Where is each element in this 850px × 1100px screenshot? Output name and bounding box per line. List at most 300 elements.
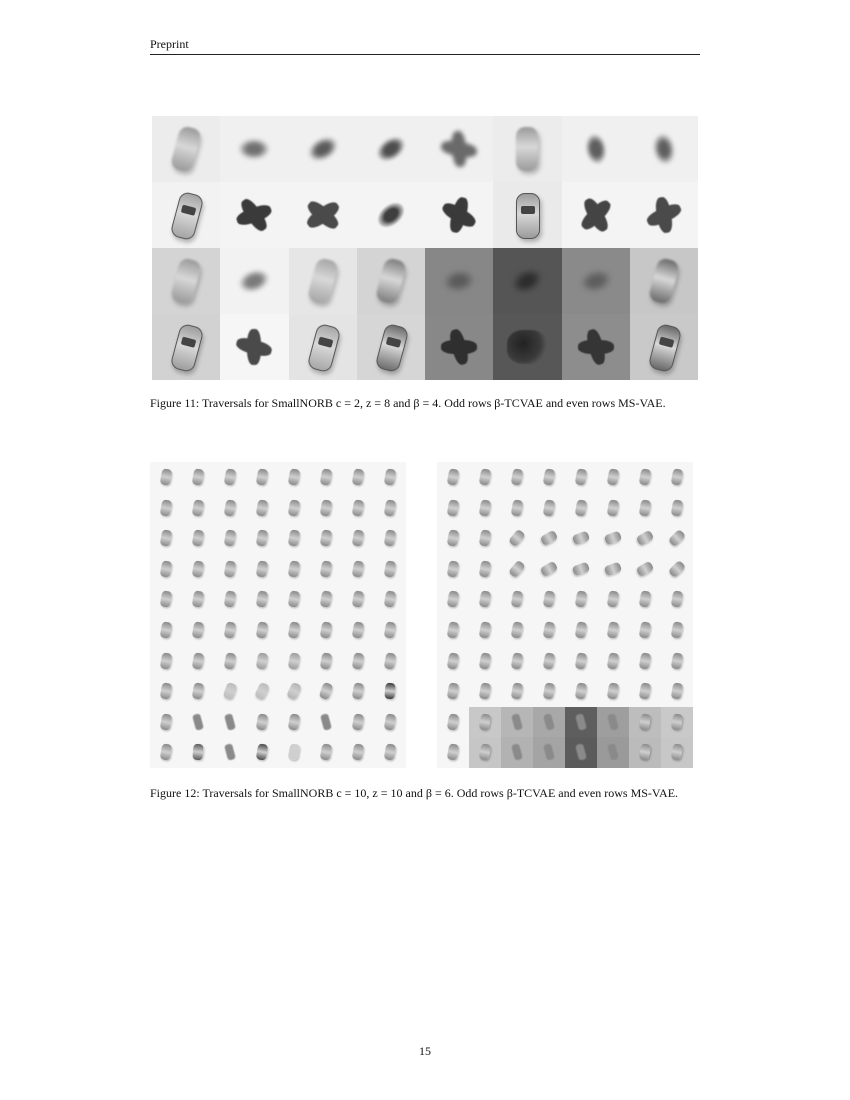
fig12-left-object xyxy=(320,621,333,638)
fig12-right-object xyxy=(511,591,524,608)
fig12-right-traversal-cell xyxy=(469,707,501,738)
fig12-left-traversal-cell xyxy=(374,646,406,677)
fig12-left-object xyxy=(288,621,301,638)
fig11-object xyxy=(579,267,613,294)
fig12-left-object xyxy=(384,713,397,730)
fig11-traversal-cell xyxy=(630,116,698,182)
figure-12-caption: Figure 12: Traversals for SmallNORB c = 10, z = 10 and β = 6. Odd rows β-TCVAE and even rows MS-VAE. xyxy=(150,786,679,800)
fig12-right-traversal-cell xyxy=(565,615,597,646)
fig12-right-traversal-cell xyxy=(597,584,629,615)
fig12-left-object xyxy=(192,499,205,516)
fig11-traversal-cell xyxy=(289,116,357,182)
fig12-left-traversal-cell xyxy=(342,462,374,493)
fig12-left-object xyxy=(288,468,301,485)
fig12-left-traversal-cell xyxy=(342,554,374,585)
fig11-traversal-cell xyxy=(562,314,630,380)
fig12-left-traversal-cell xyxy=(246,493,278,524)
fig11-object xyxy=(305,133,341,165)
fig12-right-object xyxy=(639,499,652,516)
fig12-right-traversal-cell xyxy=(629,462,661,493)
fig12-right-traversal-cell xyxy=(533,676,565,707)
fig12-left-object xyxy=(192,652,205,669)
fig12-left-object xyxy=(192,621,205,638)
fig12-right-object xyxy=(543,713,555,731)
fig12-left-traversal-cell xyxy=(342,676,374,707)
fig11-traversal-cell xyxy=(493,248,561,314)
fig12-right-traversal-cell xyxy=(533,646,565,677)
fig12-right-traversal-cell xyxy=(629,523,661,554)
fig12-right-object xyxy=(508,559,526,578)
fig11-traversal-cell xyxy=(425,248,493,314)
fig12-right-object xyxy=(671,744,684,761)
fig12-left-traversal-cell xyxy=(374,462,406,493)
fig12-right-object xyxy=(540,560,559,577)
fig12-left-traversal-cell xyxy=(150,523,182,554)
fig12-right-object xyxy=(543,468,556,485)
fig12-left-traversal-cell xyxy=(182,493,214,524)
fig12-right-traversal-cell xyxy=(629,646,661,677)
fig12-right-object xyxy=(479,529,492,546)
fig12-right-object xyxy=(447,499,460,516)
fig12-right-object xyxy=(607,621,620,638)
fig12-right-traversal-cell xyxy=(661,462,693,493)
fig12-right-object xyxy=(508,529,526,548)
fig12-left-traversal-cell xyxy=(278,737,310,768)
fig12-right-traversal-cell xyxy=(501,737,533,768)
fig12-right-object xyxy=(543,682,556,699)
fig12-left-traversal-cell xyxy=(278,707,310,738)
fig12-right-traversal-cell xyxy=(661,615,693,646)
fig12-right-object xyxy=(447,744,460,761)
running-header: Preprint xyxy=(150,36,700,55)
fig12-left-traversal-cell xyxy=(246,554,278,585)
fig12-left-object xyxy=(288,713,301,730)
fig12-left-object xyxy=(160,652,173,669)
fig12-left-traversal-cell xyxy=(278,462,310,493)
fig12-right-object xyxy=(572,531,590,546)
fig12-right-object xyxy=(543,652,556,669)
fig11-object xyxy=(581,196,611,234)
fig12-right-object xyxy=(671,652,684,669)
fig12-left-traversal-cell xyxy=(310,737,342,768)
fig12-left-object xyxy=(192,744,203,761)
fig12-right-object xyxy=(671,591,684,608)
fig12-left-object xyxy=(384,560,397,577)
fig12-left-object xyxy=(288,652,301,669)
fig12-right-object xyxy=(447,529,460,546)
fig12-left-object xyxy=(320,744,333,761)
fig12-right-traversal-cell xyxy=(629,493,661,524)
fig12-left-object xyxy=(224,591,237,608)
fig12-right-traversal-cell xyxy=(565,737,597,768)
fig12-left-traversal-cell xyxy=(342,615,374,646)
fig12-right-traversal-cell xyxy=(629,676,661,707)
fig12-left-traversal-cell xyxy=(374,554,406,585)
fig11-object xyxy=(170,323,205,374)
fig12-left-object xyxy=(224,560,237,577)
fig12-right-traversal-cell xyxy=(629,707,661,738)
fig12-right-traversal-cell xyxy=(501,615,533,646)
fig12-right-traversal-cell xyxy=(565,554,597,585)
fig12-left-traversal-cell xyxy=(310,676,342,707)
fig12-left-traversal-cell xyxy=(342,646,374,677)
fig12-left-object xyxy=(256,621,269,638)
fig11-traversal-cell xyxy=(357,116,425,182)
fig12-left-traversal-cell xyxy=(182,676,214,707)
fig11-object xyxy=(170,125,203,173)
fig12-left-traversal-cell xyxy=(246,615,278,646)
fig12-left-traversal-cell xyxy=(150,462,182,493)
fig11-object xyxy=(304,199,342,231)
fig12-right-object xyxy=(575,499,588,516)
fig12-left-object xyxy=(320,560,333,577)
fig12-left-object xyxy=(288,744,301,761)
fig12-right-object xyxy=(479,744,492,761)
fig11-traversal-cell xyxy=(220,182,288,248)
fig12-right-traversal-cell xyxy=(565,707,597,738)
fig12-right-object xyxy=(639,621,652,638)
fig12-right-object xyxy=(639,713,652,730)
fig12-left-traversal-cell xyxy=(150,646,182,677)
fig12-right-traversal-cell xyxy=(501,676,533,707)
fig12-right-object xyxy=(639,468,652,485)
fig12-right-object xyxy=(447,591,460,608)
fig11-traversal-cell xyxy=(493,116,561,182)
fig12-right-traversal-cell xyxy=(565,584,597,615)
fig12-left-traversal-cell xyxy=(246,737,278,768)
fig12-left-object xyxy=(224,713,236,731)
fig12-left-object xyxy=(384,591,397,608)
fig12-left-object xyxy=(160,713,173,730)
fig12-right-object xyxy=(543,621,556,638)
fig12-left-object xyxy=(384,529,397,546)
fig12-right-object xyxy=(671,468,684,485)
fig12-left-traversal-cell xyxy=(310,554,342,585)
fig11-object xyxy=(374,323,409,374)
fig12-left-traversal-cell xyxy=(150,707,182,738)
fig12-left-object xyxy=(223,682,238,700)
fig12-left-traversal-cell xyxy=(182,462,214,493)
fig11-object xyxy=(443,269,476,294)
fig12-right-traversal-cell xyxy=(501,584,533,615)
fig12-right-traversal-cell xyxy=(469,676,501,707)
fig12-left-object xyxy=(384,744,397,761)
fig11-traversal-cell xyxy=(425,314,493,380)
fig12-right-object xyxy=(575,713,587,731)
fig12-left-object xyxy=(320,499,333,516)
fig12-left-object xyxy=(192,682,205,699)
fig12-left-object xyxy=(352,499,365,516)
fig12-right-object xyxy=(543,591,556,608)
fig12-left-object xyxy=(254,682,270,701)
fig12-left-object xyxy=(320,591,333,608)
fig12-right-object xyxy=(447,560,460,577)
fig12-left-object xyxy=(256,499,269,516)
fig12-left-object xyxy=(160,682,173,699)
figure-11-caption: Figure 11: Traversals for SmallNORB c = 2, z = 8 and β = 4. Odd rows β-TCVAE and even rows MS-VAE. xyxy=(150,396,666,410)
fig12-right-traversal-cell xyxy=(533,707,565,738)
fig12-left-object xyxy=(224,652,237,669)
fig12-right-object xyxy=(479,621,492,638)
fig12-left-traversal-cell xyxy=(342,707,374,738)
fig11-traversal-cell xyxy=(152,182,220,248)
fig12-left-object xyxy=(352,713,365,730)
fig12-right-object xyxy=(671,713,684,730)
fig12-left-object xyxy=(224,621,237,638)
fig12-left-traversal-cell xyxy=(150,737,182,768)
fig12-right-traversal-cell xyxy=(501,554,533,585)
fig12-right-traversal-cell xyxy=(533,554,565,585)
fig12-right-object xyxy=(671,621,684,638)
fig11-traversal-cell xyxy=(357,248,425,314)
fig11-object xyxy=(441,340,477,354)
fig12-right-traversal-cell xyxy=(469,554,501,585)
fig12-left-traversal-cell xyxy=(310,584,342,615)
fig12-left-traversal-cell xyxy=(182,707,214,738)
fig12-right-traversal-cell xyxy=(437,676,469,707)
fig12-right-traversal-cell xyxy=(469,646,501,677)
fig12-right-traversal-cell xyxy=(533,493,565,524)
fig12-left-traversal-cell xyxy=(374,676,406,707)
fig11-object xyxy=(237,266,272,295)
fig11-object xyxy=(239,139,269,159)
fig12-right-object xyxy=(668,560,686,578)
fig12-left-object xyxy=(352,560,365,577)
fig12-right-traversal-cell xyxy=(597,646,629,677)
fig12-right-object xyxy=(479,499,492,516)
fig12-left-object xyxy=(352,652,365,669)
fig12-right-object xyxy=(540,530,559,547)
fig12-left-object xyxy=(384,652,397,669)
fig12-right-traversal-cell xyxy=(661,493,693,524)
fig12-right-object xyxy=(575,682,588,699)
fig11-traversal-cell xyxy=(425,182,493,248)
fig12-left-object xyxy=(192,529,205,546)
fig11-object xyxy=(373,132,409,166)
fig12-right-traversal-cell xyxy=(661,554,693,585)
fig12-left-object xyxy=(352,591,365,608)
fig11-traversal-cell xyxy=(493,182,561,248)
fig12-right-traversal-cell xyxy=(501,462,533,493)
fig11-object xyxy=(170,257,203,305)
fig12-right-object xyxy=(607,652,620,669)
fig12-right-traversal-cell xyxy=(661,523,693,554)
fig11-object xyxy=(235,336,273,359)
fig12-right-object xyxy=(479,591,492,608)
fig12-left-object xyxy=(160,468,173,485)
fig12-right-traversal-cell xyxy=(437,615,469,646)
fig12-right-object xyxy=(511,713,523,731)
fig12-left-object xyxy=(352,682,365,699)
fig12-right-traversal-cell xyxy=(597,523,629,554)
fig12-right-traversal-cell xyxy=(661,737,693,768)
fig12-right-object xyxy=(607,682,620,699)
fig12-right-object xyxy=(636,530,655,547)
fig12-right-object xyxy=(479,652,492,669)
fig12-right-object xyxy=(447,468,460,485)
fig12-right-object xyxy=(668,529,686,547)
fig12-right-traversal-cell xyxy=(629,737,661,768)
fig11-traversal-cell xyxy=(630,314,698,380)
fig11-object xyxy=(510,266,546,297)
fig12-right-object xyxy=(575,591,588,608)
fig12-right-traversal-cell xyxy=(437,493,469,524)
fig12-right-object xyxy=(575,621,588,638)
fig12-right-traversal-cell xyxy=(661,646,693,677)
fig12-left-object xyxy=(256,529,269,546)
fig11-traversal-cell xyxy=(220,248,288,314)
fig12-left-traversal-cell xyxy=(342,584,374,615)
fig12-right-object xyxy=(671,499,684,516)
fig12-right-object xyxy=(543,744,555,762)
fig12-left-object xyxy=(256,652,269,669)
fig12-right-object xyxy=(639,652,652,669)
fig12-right-object xyxy=(511,468,524,485)
fig12-right-traversal-cell xyxy=(565,523,597,554)
fig12-left-object xyxy=(224,499,237,516)
fig12-left-object xyxy=(192,560,205,577)
fig12-right-object xyxy=(671,682,684,699)
fig12-left-object xyxy=(256,713,269,730)
fig11-object xyxy=(235,202,274,227)
fig11-traversal-cell xyxy=(152,116,220,182)
fig12-left-object xyxy=(160,621,173,638)
fig12-right-object xyxy=(479,468,492,485)
fig12-left-object xyxy=(384,468,397,485)
fig12-left-traversal-cell xyxy=(374,584,406,615)
fig11-object xyxy=(507,330,547,364)
fig11-object xyxy=(440,139,478,159)
fig12-left-object xyxy=(160,499,173,516)
fig12-left-object xyxy=(352,468,365,485)
fig12-right-traversal-cell xyxy=(437,646,469,677)
fig12-left-object xyxy=(320,652,333,669)
fig12-right-object xyxy=(636,560,655,577)
fig12-left-object xyxy=(288,560,301,577)
fig12-right-object xyxy=(575,744,587,762)
fig12-left-traversal-cell xyxy=(182,646,214,677)
fig12-left-object xyxy=(256,744,269,761)
fig11-traversal-cell xyxy=(289,248,357,314)
fig12-right-traversal-cell xyxy=(533,584,565,615)
fig11-object xyxy=(373,198,409,233)
fig12-right-traversal-cell xyxy=(597,493,629,524)
fig12-left-object xyxy=(352,744,365,761)
fig12-left-traversal-cell xyxy=(278,615,310,646)
fig12-right-traversal-cell xyxy=(501,493,533,524)
fig12-right-traversal-cell xyxy=(565,646,597,677)
fig12-left-object xyxy=(320,713,332,731)
fig12-left-object xyxy=(286,682,302,701)
fig12-right-traversal-cell xyxy=(597,737,629,768)
fig11-traversal-cell xyxy=(289,314,357,380)
fig12-left-traversal-cell xyxy=(214,554,246,585)
fig12-left-object xyxy=(352,621,365,638)
fig11-object xyxy=(440,200,478,230)
fig11-traversal-cell xyxy=(630,182,698,248)
fig12-left-object xyxy=(192,713,204,731)
fig12-left-traversal-cell xyxy=(150,554,182,585)
fig12-left-traversal-cell xyxy=(246,462,278,493)
fig12-left-traversal-cell xyxy=(214,523,246,554)
fig12-left-object xyxy=(256,560,269,577)
fig12-left-object xyxy=(192,591,205,608)
fig11-object xyxy=(647,323,682,374)
fig12-right-traversal-cell xyxy=(661,676,693,707)
fig12-left-traversal-cell xyxy=(214,462,246,493)
fig12-right-object xyxy=(575,652,588,669)
fig12-right-object xyxy=(607,591,620,608)
fig12-left-object xyxy=(160,744,173,761)
fig12-left-traversal-cell xyxy=(182,554,214,585)
fig12-right-traversal-cell xyxy=(565,462,597,493)
fig12-right-object xyxy=(607,744,619,762)
fig12-right-traversal-cell xyxy=(597,707,629,738)
fig12-right-traversal-cell xyxy=(597,462,629,493)
fig12-right-traversal-cell xyxy=(437,737,469,768)
fig11-traversal-cell xyxy=(425,116,493,182)
fig12-right-traversal-cell xyxy=(533,523,565,554)
fig12-left-traversal-cell xyxy=(310,462,342,493)
fig12-right-traversal-cell xyxy=(629,584,661,615)
fig12-right-traversal-cell xyxy=(533,462,565,493)
fig12-right-object xyxy=(511,621,524,638)
fig12-right-traversal-cell xyxy=(469,584,501,615)
fig12-left-traversal-cell xyxy=(246,707,278,738)
fig12-left-traversal-cell xyxy=(246,584,278,615)
fig12-left-traversal-cell xyxy=(310,615,342,646)
fig11-object xyxy=(654,196,674,234)
fig12-left-object xyxy=(320,468,333,485)
fig12-right-traversal-cell xyxy=(501,523,533,554)
fig12-right-traversal-cell xyxy=(469,493,501,524)
fig11-object xyxy=(648,257,681,305)
fig12-right-traversal-cell xyxy=(469,737,501,768)
fig12-right-object xyxy=(639,682,652,699)
fig11-object xyxy=(170,191,205,242)
fig12-left-traversal-cell xyxy=(214,737,246,768)
fig12-right-traversal-cell xyxy=(437,707,469,738)
fig12-left-object xyxy=(224,529,237,546)
fig12-right-object xyxy=(607,713,619,731)
fig12-left-object xyxy=(224,744,236,762)
fig11-traversal-cell xyxy=(357,182,425,248)
fig12-left-traversal-cell xyxy=(278,646,310,677)
fig12-right-object xyxy=(447,682,460,699)
fig12-right-object xyxy=(479,682,492,699)
fig12-right-object xyxy=(639,744,652,761)
fig12-left-object xyxy=(384,499,397,516)
fig12-right-traversal-cell xyxy=(469,462,501,493)
fig12-left-traversal-cell xyxy=(246,523,278,554)
fig12-left-object xyxy=(192,468,205,485)
fig11-traversal-cell xyxy=(562,248,630,314)
fig12-right-traversal-cell xyxy=(565,676,597,707)
fig12-left-object xyxy=(288,529,301,546)
figure-12-left-grid xyxy=(150,462,406,768)
fig12-left-traversal-cell xyxy=(214,493,246,524)
fig12-right-object xyxy=(511,682,524,699)
fig12-left-object xyxy=(256,468,269,485)
fig12-left-traversal-cell xyxy=(182,737,214,768)
fig12-right-traversal-cell xyxy=(437,523,469,554)
fig12-left-traversal-cell xyxy=(278,584,310,615)
fig12-right-object xyxy=(575,468,588,485)
fig11-traversal-cell xyxy=(357,314,425,380)
fig11-object xyxy=(583,132,608,165)
fig12-left-traversal-cell xyxy=(342,523,374,554)
fig12-right-object xyxy=(447,713,460,730)
